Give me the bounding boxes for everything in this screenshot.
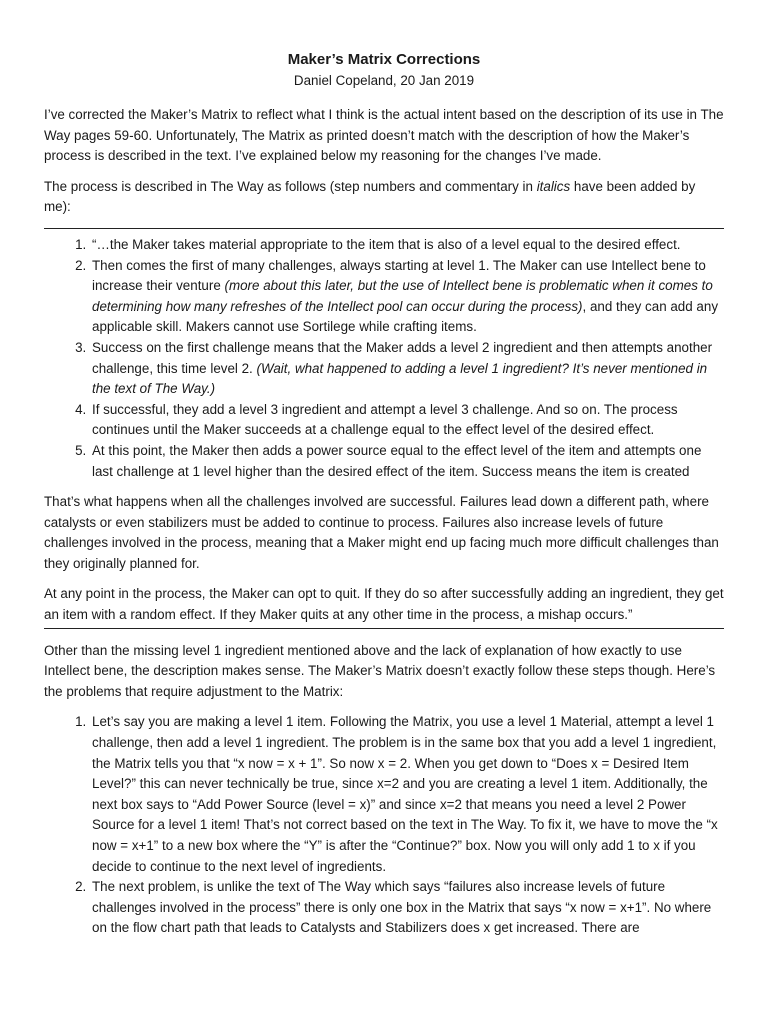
process-steps-list <box>44 235 724 482</box>
process-step <box>90 235 724 256</box>
process-step <box>90 400 724 441</box>
quit-paragraph: At any point in the process, the Maker can opt to quit. If they do so after successfully adding an ingredient, they get an item with a random effect. If they Maker quits at any other time in the process, a mishap occurs.” <box>44 584 724 628</box>
step-text: Then comes the first of many challenges, always starting at level 1. The Maker can use Intellect bene to increase their venture <box>92 257 706 294</box>
process-intro-text-b: have been added by me): <box>44 178 696 215</box>
quote-start-rule <box>44 228 724 229</box>
document-title: Maker’s Matrix Corrections <box>287 51 481 68</box>
problem-item: 1. Let’s say you are making a level 1 item. Following the Matrix, you use a level 1 Material, attempt a level 1 challenge, then add a level 1 ingredient. The problem is in the same box that you add a level 1 ingredient, the Matrix tells you that “x now = x + 1”. So now x = 2. When you get down to “Does x = Desired Item Level?” this can never technically be true, since x=2 and you are creating a level 1 item. Additionally, the next box says to “Add Power Source (level = x)” and since x=2 that means you need a level 2 Power Source for a level 1 item! That’s not correct based on the text in The Way. To fix it, we have to move the “x now = x+1” to a new box where the “Y” is after the “Continue?” box. Now you will only add 1 to x if you decide to continue to the next level of ingredients. <box>90 712 724 877</box>
problem-item: 2. The next problem, is unlike the text of The Way which says “failures also increase levels of future challenges involved in the process” there is only one box in the Matrix that says “x now = x+1”. No where on the flow chart path that leads to Catalysts and Stabilizers does x get increased. There are <box>90 877 724 939</box>
intro-paragraph: I’ve corrected the Maker’s Matrix to reflect what I think is the actual intent based on the description of its use in The Way pages 59-60. Unfortunately, The Matrix as printed doesn’t match with the description of how the Maker’s process is described in the text. I’ve explained below my reasoning for the changes I’ve made. <box>44 107 724 164</box>
step-commentary: (more about this later, but the use of Intellect bene is problematic when it comes to determining how many refreshes of the Intellect pool can occur during the process) <box>92 278 713 314</box>
process-step <box>90 338 724 400</box>
step-text: At this point, the Maker then adds a power source equal to the effect level of the item and attempts one last challenge at 1 level higher than the desired effect of the item. Success means the item is created <box>92 442 702 479</box>
problems-intro-paragraph: Other than the missing level 1 ingredient mentioned above and the lack of explanation of how exactly to use Intellect bene, the description makes sense. The Maker’s Matrix doesn’t exactly follow these steps though. Here’s the problems that require adjustment to the Matrix: <box>44 642 716 699</box>
process-intro-text-a: The process is described in The Way as follows (step numbers and commentary in <box>44 178 537 194</box>
step-text-tail: , and they can add any applicable skill. Makers cannot use Sortilege while crafting items. <box>92 298 719 335</box>
step-text: Success on the first challenge means that the Maker adds a level 2 ingredient and then attempts another challenge, this time level 2. <box>92 339 713 376</box>
success-paragraph: That’s what happens when all the challenges involved are successful. Failures lead down a different path, where catalysts or even stabilizers must be added to continue to process. Failures also increase levels of future challenges involved in the process, meaning that a Maker might end up facing much more difficult challenges than they originally planned for. <box>44 494 719 571</box>
step-text: “…the Maker takes material appropriate to the item that is also of a level equal to the desired effect. <box>92 236 681 252</box>
process-step <box>90 441 724 482</box>
problems-list <box>44 712 724 939</box>
step-commentary: (Wait, what happened to adding a level 1 ingredient? It’s never mentioned in the text of The Way.) <box>92 360 708 397</box>
author-date-line: Daniel Copeland, 20 Jan 2019 <box>293 73 475 88</box>
process-intro-italics: italics <box>536 178 571 194</box>
step-text: If successful, they add a level 3 ingredient and attempt a level 3 challenge. And so on. The process continues until the Maker succeeds at a challenge equal to the effect level of the desired effect. <box>92 401 678 438</box>
process-step <box>90 256 724 338</box>
process-intro-paragraph <box>44 177 724 218</box>
